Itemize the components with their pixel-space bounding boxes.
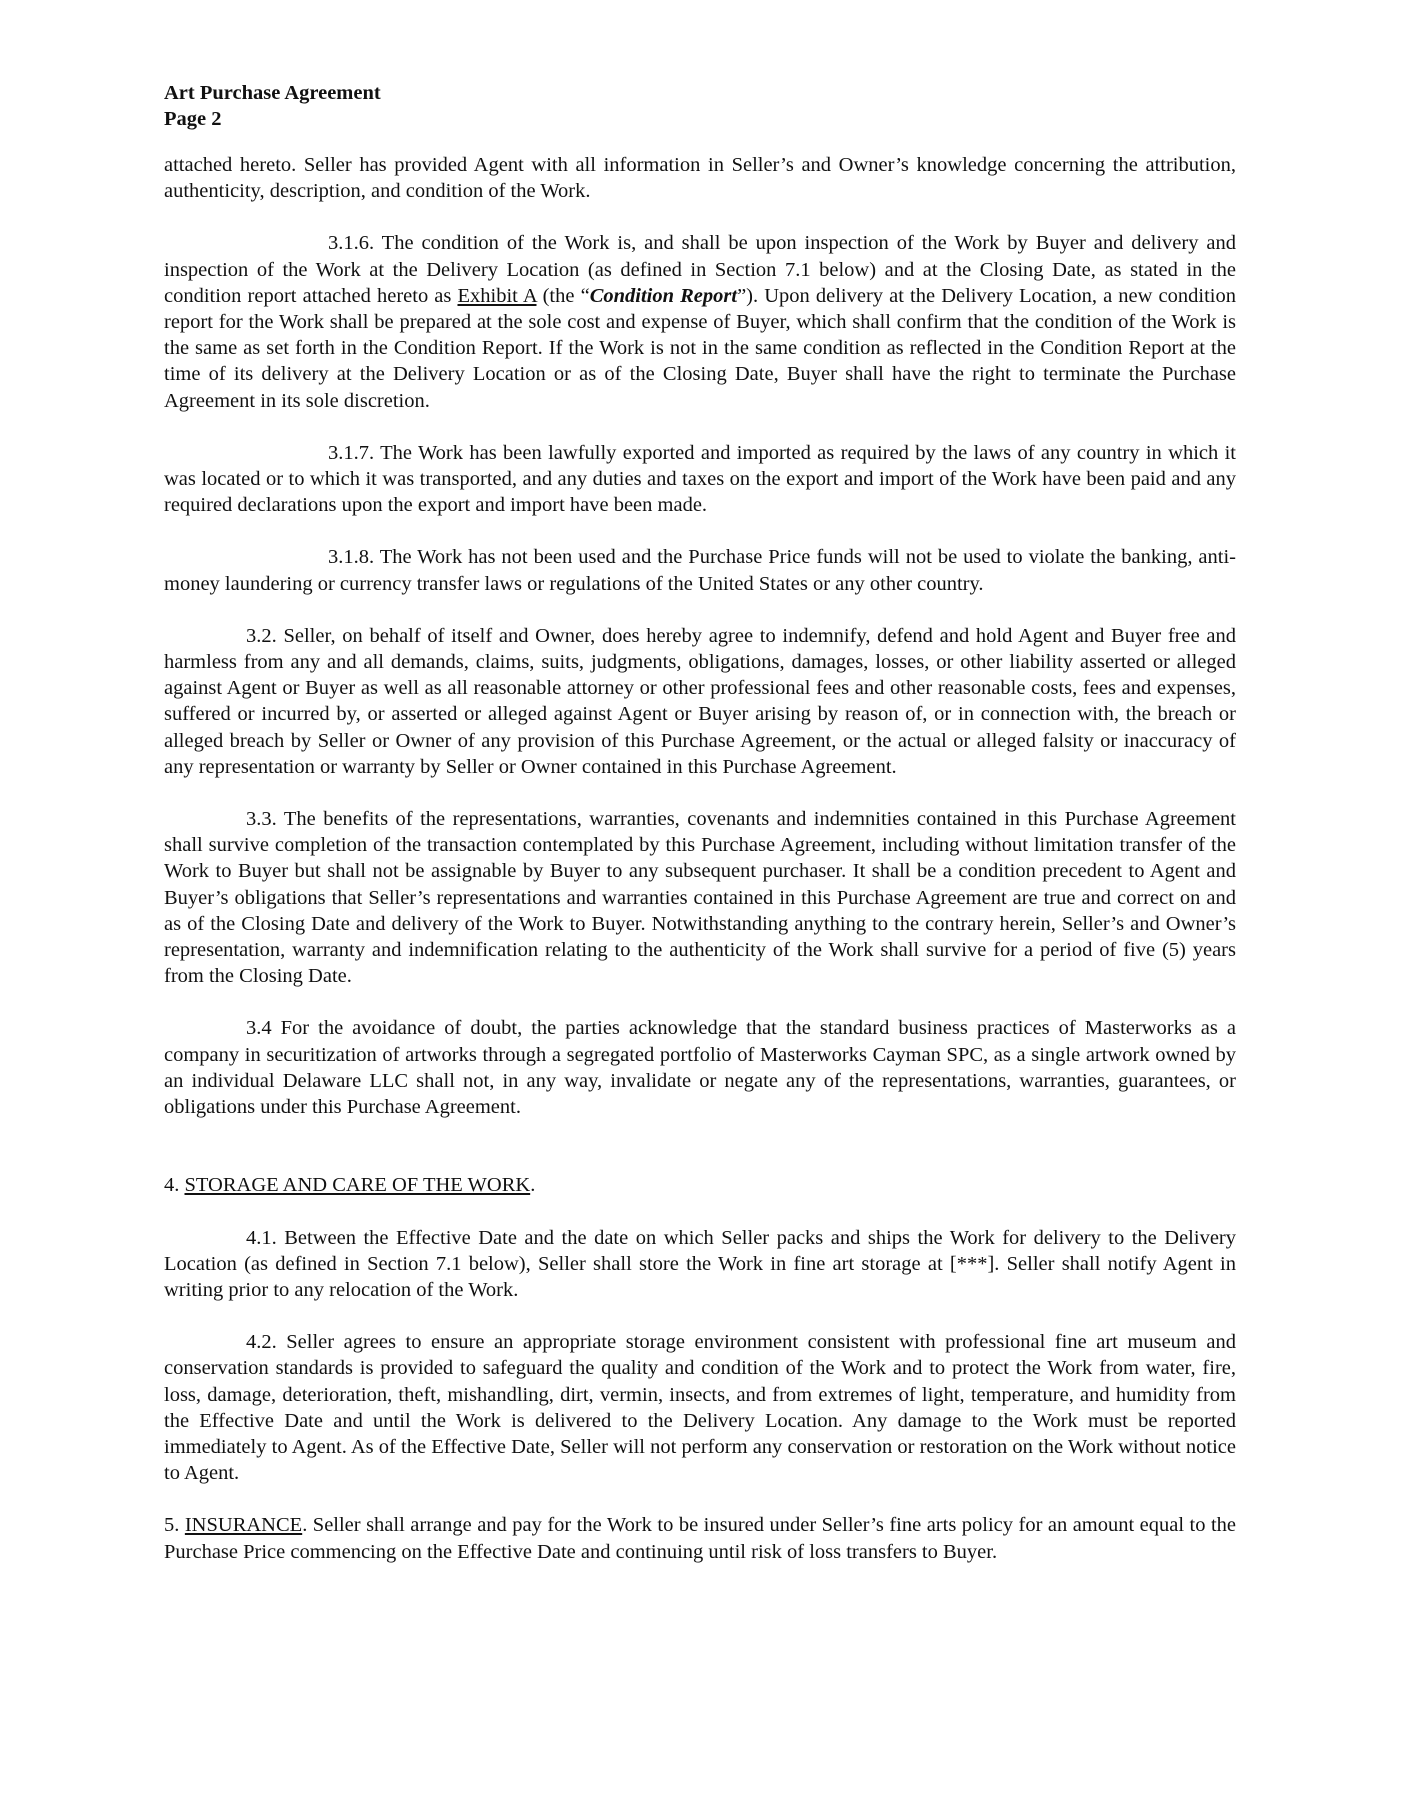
paragraph-3-3: 3.3. The benefits of the representations, warranties, covenants and indemnities contained in this Purchase Agreement shall survive completion of the transaction contemplated by this Purchase Agreement, including without limitation transfer of the Work to Buyer but shall not be assignable by Buyer to any subsequent purchaser. It shall be a condition precedent to Agent and Buyer’s obligations that Seller’s representations and warranties contained in this Purchase Agreement are true and correct on and as of the Closing Date and delivery of the Work to Buyer. Notwithstanding anything to the contrary herein, Seller’s and Owner’s representation, warranty and indemnification relating to the authenticity of the Work shall survive for a period of five (5) years from the Closing Date.: [164, 808, 1236, 988]
paragraph-3-1-7: 3.1.7. The Work has been lawfully exported and imported as required by the laws of any country in which it was located or to which it was transported, and any duties and taxes on the export and import of the Work have been paid and any required declarations upon the export and import have been made.: [164, 441, 1236, 517]
paragraph-3-1-8: 3.1.8. The Work has not been used and the Purchase Price funds will not be used to violate the banking, anti-money laundering or currency transfer laws or regulations of the United States or any other country.: [164, 546, 1236, 595]
page-number: Page 2: [164, 108, 222, 130]
paragraph-3-4: 3.4 For the avoidance of doubt, the parties acknowledge that the standard business practices of Masterworks as a company in securitization of artworks through a segregated portfolio of Masterworks Cayman SPC, as a single artwork owned by an individual Delaware LLC shall not, in any way, invalidate or negate any of the representations, warranties, guarantees, or obligations under this Purchase Agreement.: [164, 1017, 1236, 1119]
condition-report-term: Condition Report: [589, 284, 738, 307]
paragraph-3-1-5-continuation: attached hereto. Seller has provided Agent with all information in Seller’s and Owner’s knowledge concerning the attribution, authenticity, description, and condition of the Work.: [164, 154, 1236, 203]
paragraph-4-1: 4.1. Between the Effective Date and the date on which Seller packs and ships the Work for delivery to the Delivery Location (as defined in Section 7.1 below), Seller shall store the Work in fine art storage at [***]. Seller shall notify Agent in writing prior to any relocation of the Work.: [164, 1226, 1236, 1301]
document-title: Art Purchase Agreement: [164, 82, 381, 104]
exhibit-a-reference: Exhibit A: [457, 284, 537, 307]
document-page: [164, 80, 1236, 1565]
paragraph-4-2: 4.2. Seller agrees to ensure an appropriate storage environment consistent with professional fine art museum and conservation standards is provided to safeguard the quality and condition of the Work and to protect the Work from water, fire, loss, damage, deterioration, theft, mishandling, dirt, vermin, insects, and from extremes of light, temperature, and humidity from the Effective Date and until the Work is delivered to the Delivery Location. Any damage to the Work must be reported immediately to Agent. As of the Effective Date, Seller will not perform any conservation or restoration on the Work without notice to Agent.: [164, 1331, 1236, 1485]
paragraph-3-1-6: 3.1.6. The condition of the Work is, and shall be upon inspection of the Work by Buyer and delivery and inspection of the Work at the Delivery Location (as defined in Section 7.1 below) and at the Closing Date, as stated in the condition report attached hereto as Exhibit A (the “Condition Report”). Upon delivery at the Delivery Location, a new condition report for the Work shall be prepared at the sole cost and expense of Buyer, which shall confirm that the condition of the Work is the same as set forth in the Condition Report. If the Work is not in the same condition as reflected in the Condition Report at the time of its delivery at the Delivery Location or as of the Closing Date, Buyer shall have the right to terminate the Purchase Agreement in its sole discretion.: [164, 232, 1236, 412]
section-4-heading: 4. STORAGE AND CARE OF THE WORK.: [164, 1174, 536, 1197]
section-5-insurance: 5. INSURANCE. Seller shall arrange and pay for the Work to be insured under Seller’s fine arts policy for an amount equal to the Purchase Price commencing on the Effective Date and continuing until risk of loss transfers to Buyer.: [164, 1514, 1237, 1563]
section-5-heading: INSURANCE: [184, 1514, 303, 1537]
paragraph-3-2: 3.2. Seller, on behalf of itself and Owner, does hereby agree to indemnify, defend and hold Agent and Buyer free and harmless from any and all demands, claims, suits, judgments, obligations, damages, losses, or other liability asserted or alleged against Agent or Buyer as well as all reasonable attorney or other professional fees and other reasonable costs, fees and expenses, suffered or incurred by, or asserted or alleged against Agent or Buyer arising by reason of, or in connection with, the breach or alleged breach by Seller or Owner of any provision of this Purchase Agreement, or the actual or alleged falsity or inaccuracy of any representation or warranty by Seller or Owner contained in this Purchase Agreement.: [164, 624, 1236, 778]
page-header: [164, 80, 1236, 132]
